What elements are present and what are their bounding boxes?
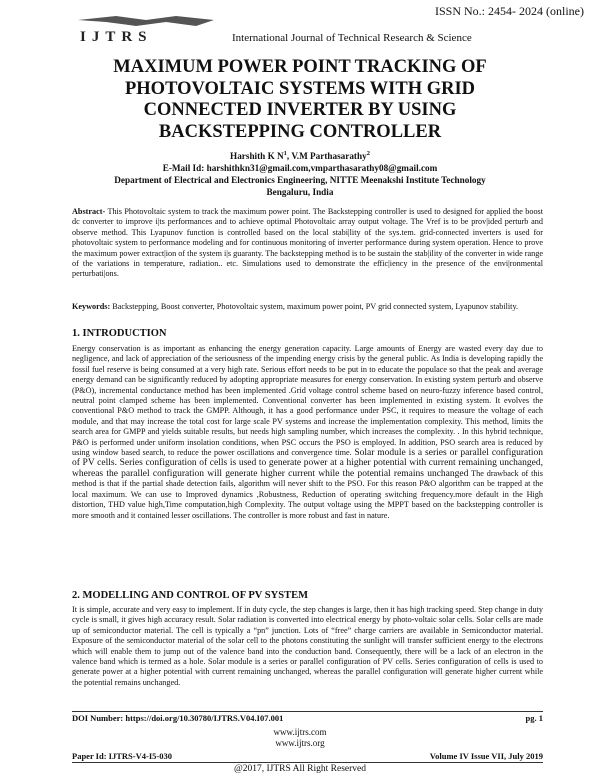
website-2: www.ijtrs.org bbox=[275, 738, 325, 748]
logo-text: IJTRS bbox=[80, 29, 153, 44]
issn-number: ISSN No.: 2454- 2024 (online) bbox=[435, 4, 584, 18]
abstract-text: This Photovoltaic system to track the maximum power point. The Backstepping controller is used to designed for applied the boost dc converter to improve i|ts performances and to achieve optimal Photovoltaic array output voltage. The Vref is to be prov|ided perturb and observe method. This Lyapunov function is controlled based on the local stabi|lity of the sys.tem. grid-connected inverters is used for photovoltaic system to performance modeling and for continuous monitoring of inverter performance during system operation. Hence to prove the maximum power extract|ion of the system i|s guaranty. The backstepping method is to be sustain the stab|ility of the converter in wide range of the variations in temperature, radiation.. etc. Simulations used to demonstrate the effic|iency in the presence of the envi|ronmental perturbati|ons. bbox=[72, 207, 543, 279]
section-1-part-1: Energy conservation is as important as enhancing the energy generation capacity. Large amounts of Energy are wasted every day due to negligence, and lack of appreciation of the seriousness of the impending energy crisis by the general public. As India is developing rapidly the fossil fuel reserve is being consumed at a very high rate. Serious effort needs to be put in to educate the populace so that the peak and average energy demand can be significantly reduced by adopting appropriate measures for energy conservation. In existing system perturb and observe (P&O), incremental conductance method has been implemented .Grid voltage control scheme based on neuro-fuzzy inference based control, neutral point clamped scheme has been implemented. Conventional converter has been implemented in existing system. It evolves the conventional P&O method to track the GMPP. Although, it has a good performance under PSC, it requires to measure the voltage of each module, and that may increase the total cost for large scale PV systems and increase the implementation complexity. This method, limits the search area for GMPP and yields suitable results, but needs high sampling number, which increases the complexity. . In this hybrid technique, P&O is performed under uniform insolation conditions, when PSC occurs the PSO is employed. In addition, PSO search area is reduced by using window based search, to reduce the power oscillations and convergence time. bbox=[72, 344, 543, 458]
paper-id: Paper Id: IJTRS-V4-I5-030 bbox=[72, 751, 172, 761]
keywords bbox=[72, 302, 543, 312]
journal-logo bbox=[76, 14, 226, 44]
keywords-text: Backstepping, Boost converter, Photovoltaic system, maximum power point, PV grid connected system, Lyapunov stability. bbox=[110, 302, 519, 311]
authors bbox=[40, 148, 560, 162]
section-1-heading: 1. INTRODUCTION bbox=[72, 328, 167, 339]
section-2-body: It is simple, accurate and very easy to implement. If in duty cycle, the step changes is large, then it has high tracking speed. Step change in duty cycle is small, it gives high accuracy result. Solar radiation is converted into electrical energy by photo-voltaic solar cells. Solar cells are made up of semiconductor material. The cell is typically a “pn” junction. Lots of “free” charge carriers are available in Semiconductor material. Exposure of the semiconductor material of the solar cell to the photons constituting the sunlight will transfer sufficient energy to the electrons which will enable them to jump out of the valence band into the conduction band. Consequently, there will be a lack of an electron in the valence band which is termed as a hole. Solar module is a series or parallel configuration of PV cells. Series configuration of cells is used to generate power at a higher potential with current remaining unchanged, whereas the parallel configuration will generate higher current while the potential remains unchanged. bbox=[72, 605, 543, 687]
affiliation-line-2: Bengaluru, India bbox=[266, 187, 334, 198]
title-line-4: BACKSTEPPING CONTROLLER bbox=[158, 121, 442, 142]
section-1-part-2: Solar module is a series or parallel configuration of PV cells. Series configuration of cells is used to generate power at a higher potential with current remaining unchanged, whereas the parallel configuration will generate higher current while the potential remains unchanged bbox=[72, 448, 543, 479]
section-1-body bbox=[72, 344, 543, 521]
author-emails: E-Mail Id: harshithkn31@gmail.com,vmparthasarathy08@gmail.com bbox=[162, 163, 438, 174]
logo-emblem bbox=[76, 14, 226, 44]
abstract bbox=[72, 207, 543, 280]
footer-rule-bottom bbox=[72, 762, 543, 763]
author-1-sup: 1 bbox=[283, 150, 287, 157]
paper-title bbox=[40, 57, 560, 143]
volume-issue: Volume IV Issue VII, July 2019 bbox=[429, 751, 543, 761]
author-2-sup: 2 bbox=[366, 150, 370, 157]
journal-name: International Journal of Technical Research & Science bbox=[232, 32, 472, 44]
page-number: pg. 1 bbox=[525, 713, 543, 723]
author-block bbox=[40, 148, 560, 198]
footer-id-row bbox=[72, 751, 543, 761]
footer-doi-row bbox=[72, 713, 543, 723]
footer-rule-top bbox=[72, 711, 543, 712]
keywords-label: Keywords: bbox=[72, 302, 111, 311]
title-line-1: MAXIMUM POWER POINT TRACKING OF bbox=[113, 57, 487, 77]
title-line-3: CONNECTED INVERTER BY USING bbox=[143, 100, 457, 120]
section-2-heading: 2. MODELLING AND CONTROL OF PV SYSTEM bbox=[72, 590, 308, 601]
doi-number: DOI Number: https://doi.org/10.30780/IJTRS.V04.I07.001 bbox=[72, 713, 284, 723]
copyright: @2017, IJTRS All Right Reserved bbox=[234, 764, 366, 774]
author-1: Harshith K N bbox=[230, 151, 284, 162]
title-line-2: PHOTOVOLTAIC SYSTEMS WITH GRID bbox=[124, 78, 476, 99]
affiliation-line-1: Department of Electrical and Electronics Engineering, NITTE Meenakshi Institute Technology bbox=[114, 175, 486, 186]
section-1-part-3: The drawback of this method is that if the partial shade detection fails, algorithm will never shift to the PSO. For this reason P&O algorithm can be trapped at the local maximum. We can use to Improved dynamics ,Robustness, Reduction of operating switching frequency.more default in the High distortion, THD value high,Time computation,high Complexity. The output voltage using the MPPT based on the backstepping controller is more smooth and it contained lesser oscillations. The controller is more robust and fast in nature. bbox=[72, 468, 543, 520]
author-2: , V.M Parthasarathy bbox=[286, 151, 367, 162]
abstract-label: Abstract- bbox=[72, 207, 106, 216]
website-1: www.ijtrs.com bbox=[273, 727, 327, 737]
